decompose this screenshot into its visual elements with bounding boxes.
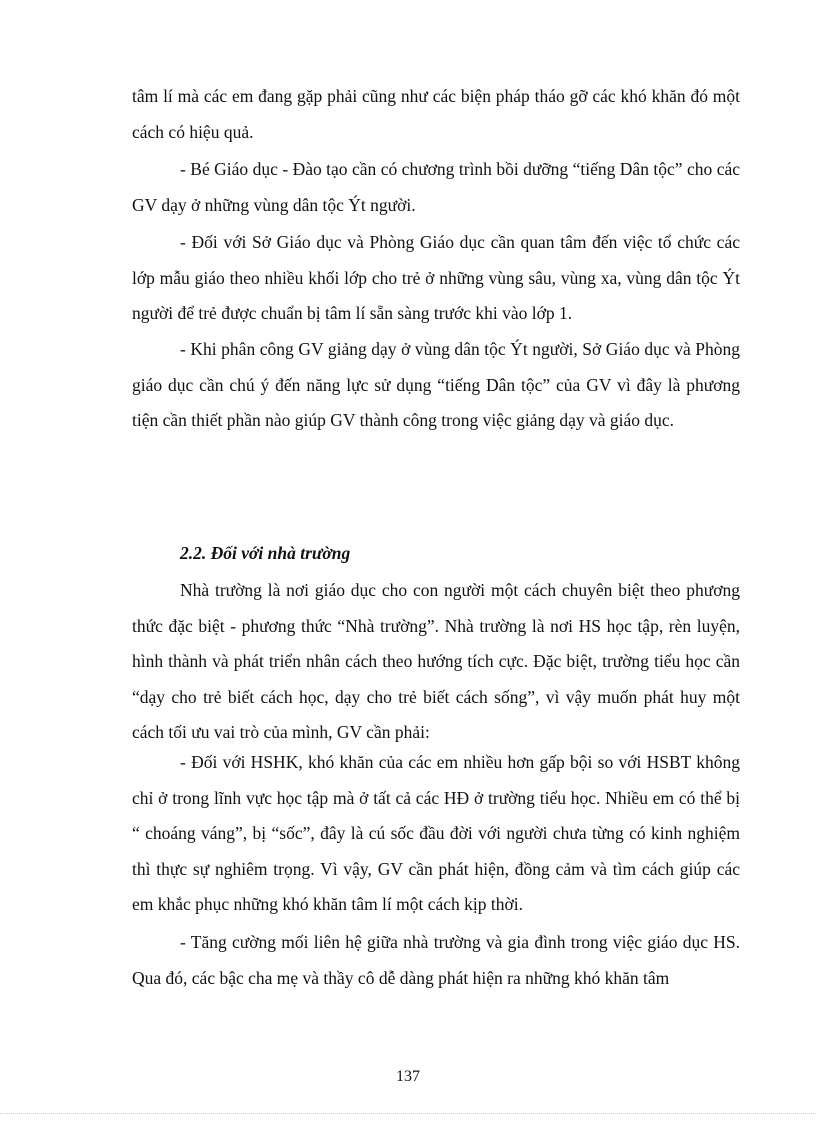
paragraph-department: - Đối với Sở Giáo dục và Phòng Giáo dục cần quan tâm đến việc tổ chức các lớp mẫu giáo theo nhiều khối lớp cho trẻ ở những vùng sâu, vùng xa, vùng dân tộc Ýt người để trẻ được chuẩn bị tâm lí sẵn sàng trước khi vào lớp 1.	[132, 232, 740, 323]
section-heading: 2.2. Đối với nhà trường	[180, 543, 351, 563]
paragraph-assignment: - Khi phân công GV giảng dạy ở vùng dân tộc Ýt người, Sở Giáo dục và Phòng giáo dục cần chú ý đến năng lực sử dụng “tiếng Dân tộc” của GV vì đây là phương tiện cần thiết phần nào giúp GV thành công trong việc giảng dạy và giáo dục.	[132, 339, 740, 430]
paragraph-school: Nhà trường là nơi giáo dục cho con người một cách chuyên biệt theo phương thức đặc biệt - phương thức “Nhà trường”. Nhà trường là nơi HS học tập, rèn luyện, hình thành và phát triển nhân cách theo hướng tích cực. Đặc biệt, trường tiểu học cần “dạy cho trẻ biết cách học, dạy cho trẻ biết cách sống”, vì vậy muốn phát huy một cách tối ưu vai trò của mình, GV cần phải:	[132, 580, 740, 742]
page-number: 137	[396, 1068, 420, 1085]
bottom-dotted-rule	[0, 1113, 816, 1114]
paragraph-hshk: - Đối với HSHK, khó khăn của các em nhiều hơn gấp bội so với HSBT không chỉ ở trong lĩnh vực học tập mà ở tất cả các HĐ ở trường tiểu học. Nhiều em có thể bị “ choáng váng”, bị “sốc”, đây là cú sốc đầu đời với người chưa từng có kinh nghiệm thì thực sự nghiêm trọng. Vì vậy, GV cần phát hiện, đồng cảm và tìm cách giúp các em khắc phục những khó khăn tâm lí một cách kịp thời.	[132, 752, 740, 914]
paragraph-family: - Tăng cường mối liên hệ giữa nhà trường và gia đình trong việc giáo dục HS. Qua đó, các bậc cha mẹ và thầy cô dễ dàng phát hiện ra những khó khăn tâm	[132, 932, 740, 988]
paragraph-continuation: tâm lí mà các em đang gặp phải cũng như các biện pháp tháo gỡ các khó khăn đó một cách có hiệu quả.	[132, 86, 740, 142]
paragraph-ministry: - Bé Giáo dục - Đào tạo cần có chương trình bồi dưỡng “tiếng Dân tộc” cho các GV dạy ở những vùng dân tộc Ýt người.	[132, 159, 740, 215]
